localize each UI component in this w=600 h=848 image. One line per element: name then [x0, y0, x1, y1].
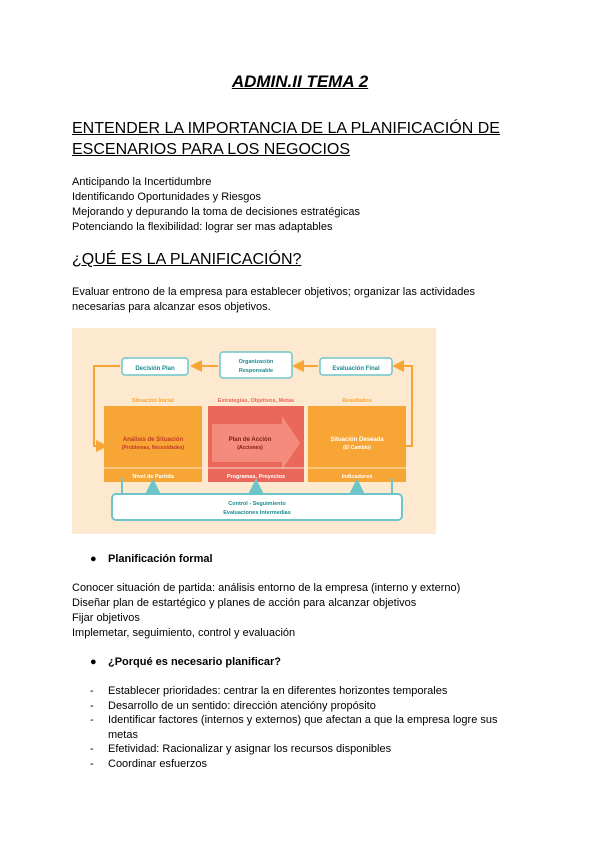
resultados-label: Resultados	[342, 398, 372, 404]
control-label: Control - Seguimiento	[228, 501, 286, 507]
paragraph-line: necesarias para alcanzar esos objetivos.	[72, 301, 271, 313]
evaluaciones-label: Evaluaciones Intermedias	[223, 510, 291, 516]
situacion-deseada-sub-label: (El Cambio)	[343, 445, 371, 451]
section4-list	[90, 684, 510, 772]
list-item: Identificando Oportunidades y Riesgos	[72, 191, 261, 203]
section1-heading-line2: ESCENARIOS PARA LOS NEGOCIOS	[72, 141, 350, 158]
section1-heading	[72, 118, 500, 160]
bullet-label: Planificación formal	[108, 553, 213, 565]
list-item: - Efetividad: Racionalizar y asignar los recursos disponibles	[90, 743, 392, 756]
list-item: Diseñar plan de estartégico y planes de acción para alcanzar objetivos	[72, 597, 417, 609]
estrategias-label: Estrategias, Objetivos, Metas	[217, 398, 295, 404]
organizacion-box	[220, 352, 292, 378]
list-item: Implemetar, seguimiento, control y evaluación	[72, 627, 296, 639]
planning-diagram-svg	[72, 328, 436, 534]
list-item: - Coordinar esfuerzos	[90, 757, 208, 770]
programas-label: Programas, Proyectos	[226, 474, 286, 480]
plan-accion-sub-label: (Acciones)	[237, 445, 263, 451]
section1-list	[72, 175, 360, 235]
bullet-planificacion-formal	[90, 553, 213, 565]
paragraph-line: Evaluar entrono de la empresa para establecer objetivos; organizar las actividades	[72, 286, 475, 298]
plan-arrow-shape	[212, 416, 300, 470]
situacion-deseada-label: Situación Deseada	[330, 437, 384, 443]
resultados-column	[308, 406, 406, 482]
list-item: Fijar objetivos	[72, 612, 140, 624]
list-item: Conocer situación de partida: análisis entorno de la empresa (interno y externo)	[72, 582, 461, 594]
situacion-inicial-label: Situación Inicial	[132, 398, 174, 404]
bullet-dot: ●	[90, 553, 97, 565]
organizacion-label: Organización	[238, 359, 274, 365]
plan-accion-label: Plan de Acción	[228, 437, 272, 443]
planning-diagram	[72, 328, 436, 534]
section3-list	[72, 581, 460, 641]
decision-plan-label: Decisión Plan	[135, 366, 175, 372]
control-box	[112, 494, 402, 520]
list-item: - Establecer prioridades: centrar la en diferentes horizontes temporales	[90, 685, 448, 697]
nivel-partida-label: Nivel de Partida	[132, 474, 174, 480]
list-item: Potenciando la flexibilidad: lograr ser mas adaptables	[72, 221, 333, 233]
evaluacion-final-label: Evaluación Final	[332, 366, 380, 372]
indicadores-label: Indicadores	[341, 474, 373, 480]
document-title: ADMIN.II TEMA 2	[231, 72, 369, 91]
analisis-sub-label: (Problemas, Necesidades)	[121, 445, 185, 451]
section1-heading-line1: ENTENDER LA IMPORTANCIA DE LA PLANIFICACIÓN DE	[72, 120, 500, 137]
section2-paragraph	[72, 285, 475, 315]
situacion-inicial-column	[104, 406, 202, 482]
section2-heading: ¿QUÉ ES LA PLANIFICACIÓN?	[72, 251, 302, 268]
bullet-porque-planificar	[90, 656, 281, 668]
list-item-continuation: metas	[108, 728, 138, 741]
list-item: Mejorando y depurando la toma de decisiones estratégicas	[72, 206, 361, 218]
list-item: - Desarrollo de un sentido: dirección atencióny propósito	[90, 699, 376, 712]
bullet-label: ¿Porqué es necesario planificar?	[108, 656, 282, 668]
responsable-label: Responsable	[238, 368, 274, 374]
list-item: - Identificar factores (internos y externos) que afectan a que la empresa logre sus	[90, 714, 498, 727]
list-item: Anticipando la Incertidumbre	[72, 176, 212, 188]
analisis-label: Análisis de Situación	[122, 437, 184, 443]
bullet-dot: ●	[90, 656, 97, 668]
